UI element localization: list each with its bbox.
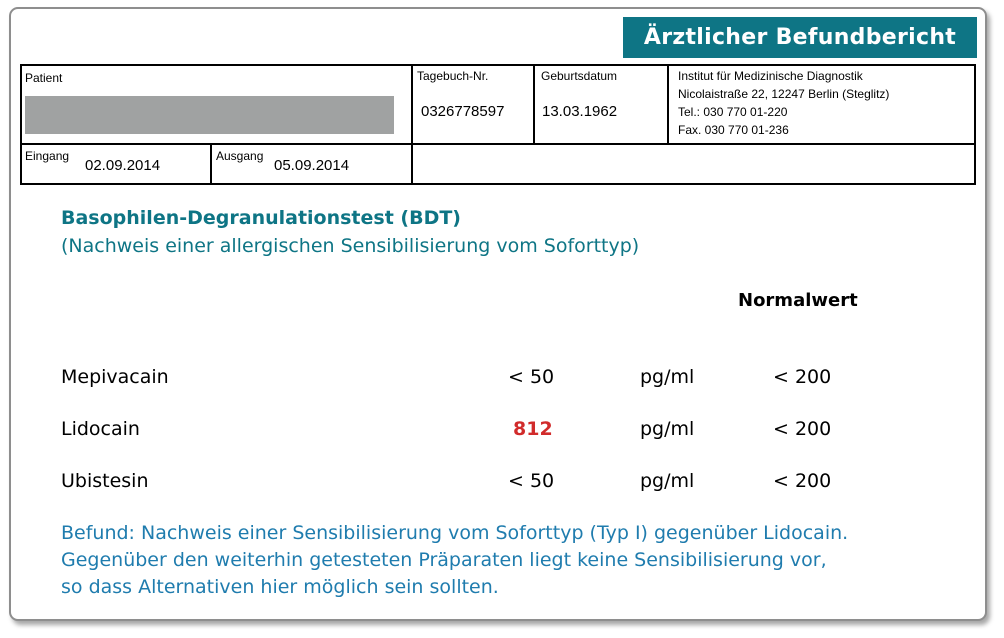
geburtsdatum-label: Geburtsdatum xyxy=(541,69,618,83)
normalwert-header: Normalwert xyxy=(738,290,858,311)
institute-tel: Tel.: 030 770 01-220 xyxy=(678,105,788,119)
result-normal: < 200 xyxy=(773,366,832,388)
finding-line: Befund: Nachweis einer Sensibilisierung vom Soforttyp (Typ I) gegenüber Lidocain. xyxy=(61,522,849,544)
header-col-divider xyxy=(210,143,212,185)
institute-block xyxy=(678,67,889,139)
institute-fax: Fax. 030 770 01-236 xyxy=(678,123,789,137)
ausgang-value: 05.09.2014 xyxy=(274,157,350,174)
result-substance: Ubistesin xyxy=(61,470,149,492)
test-subtitle: (Nachweis einer allergischen Sensibilisierung vom Soforttyp) xyxy=(61,235,640,257)
result-unit: pg/ml xyxy=(640,366,695,388)
header-row-divider xyxy=(20,143,976,145)
result-substance: Mepivacain xyxy=(61,366,169,388)
geburtsdatum-value: 13.03.1962 xyxy=(542,103,618,120)
tagebuch-label: Tagebuch-Nr. xyxy=(417,69,489,83)
result-normal: < 200 xyxy=(773,418,832,440)
test-title: Basophilen-Degranulationstest (BDT) xyxy=(61,207,461,229)
result-unit: pg/ml xyxy=(640,418,695,440)
institute-address: Nicolaistraße 22, 12247 Berlin (Steglitz) xyxy=(678,87,890,101)
eingang-value: 02.09.2014 xyxy=(85,157,161,174)
patient-label: Patient xyxy=(25,71,63,85)
result-value-elevated: 812 xyxy=(513,418,553,440)
tagebuch-value: 0326778597 xyxy=(421,103,505,120)
result-unit: pg/ml xyxy=(640,470,695,492)
report-title: Ärztlicher Befundbericht xyxy=(623,17,977,58)
result-substance: Lidocain xyxy=(61,418,140,440)
patient-name-redacted xyxy=(25,96,394,134)
result-normal: < 200 xyxy=(773,470,832,492)
result-value: < 50 xyxy=(508,366,555,388)
ausgang-label: Ausgang xyxy=(216,149,264,163)
finding-line: so dass Alternativen hier möglich sein sollten. xyxy=(61,576,499,598)
header-col-divider xyxy=(411,64,413,185)
finding-line: Gegenüber den weiterhin getesteten Präparaten liegt keine Sensibilisierung vor, xyxy=(61,549,827,571)
result-value: < 50 xyxy=(508,470,555,492)
institute-name: Institut für Medizinische Diagnostik xyxy=(678,69,863,83)
header-col-divider xyxy=(667,64,669,144)
header-col-divider xyxy=(533,64,535,144)
finding-text xyxy=(61,520,848,601)
eingang-label: Eingang xyxy=(25,149,70,163)
